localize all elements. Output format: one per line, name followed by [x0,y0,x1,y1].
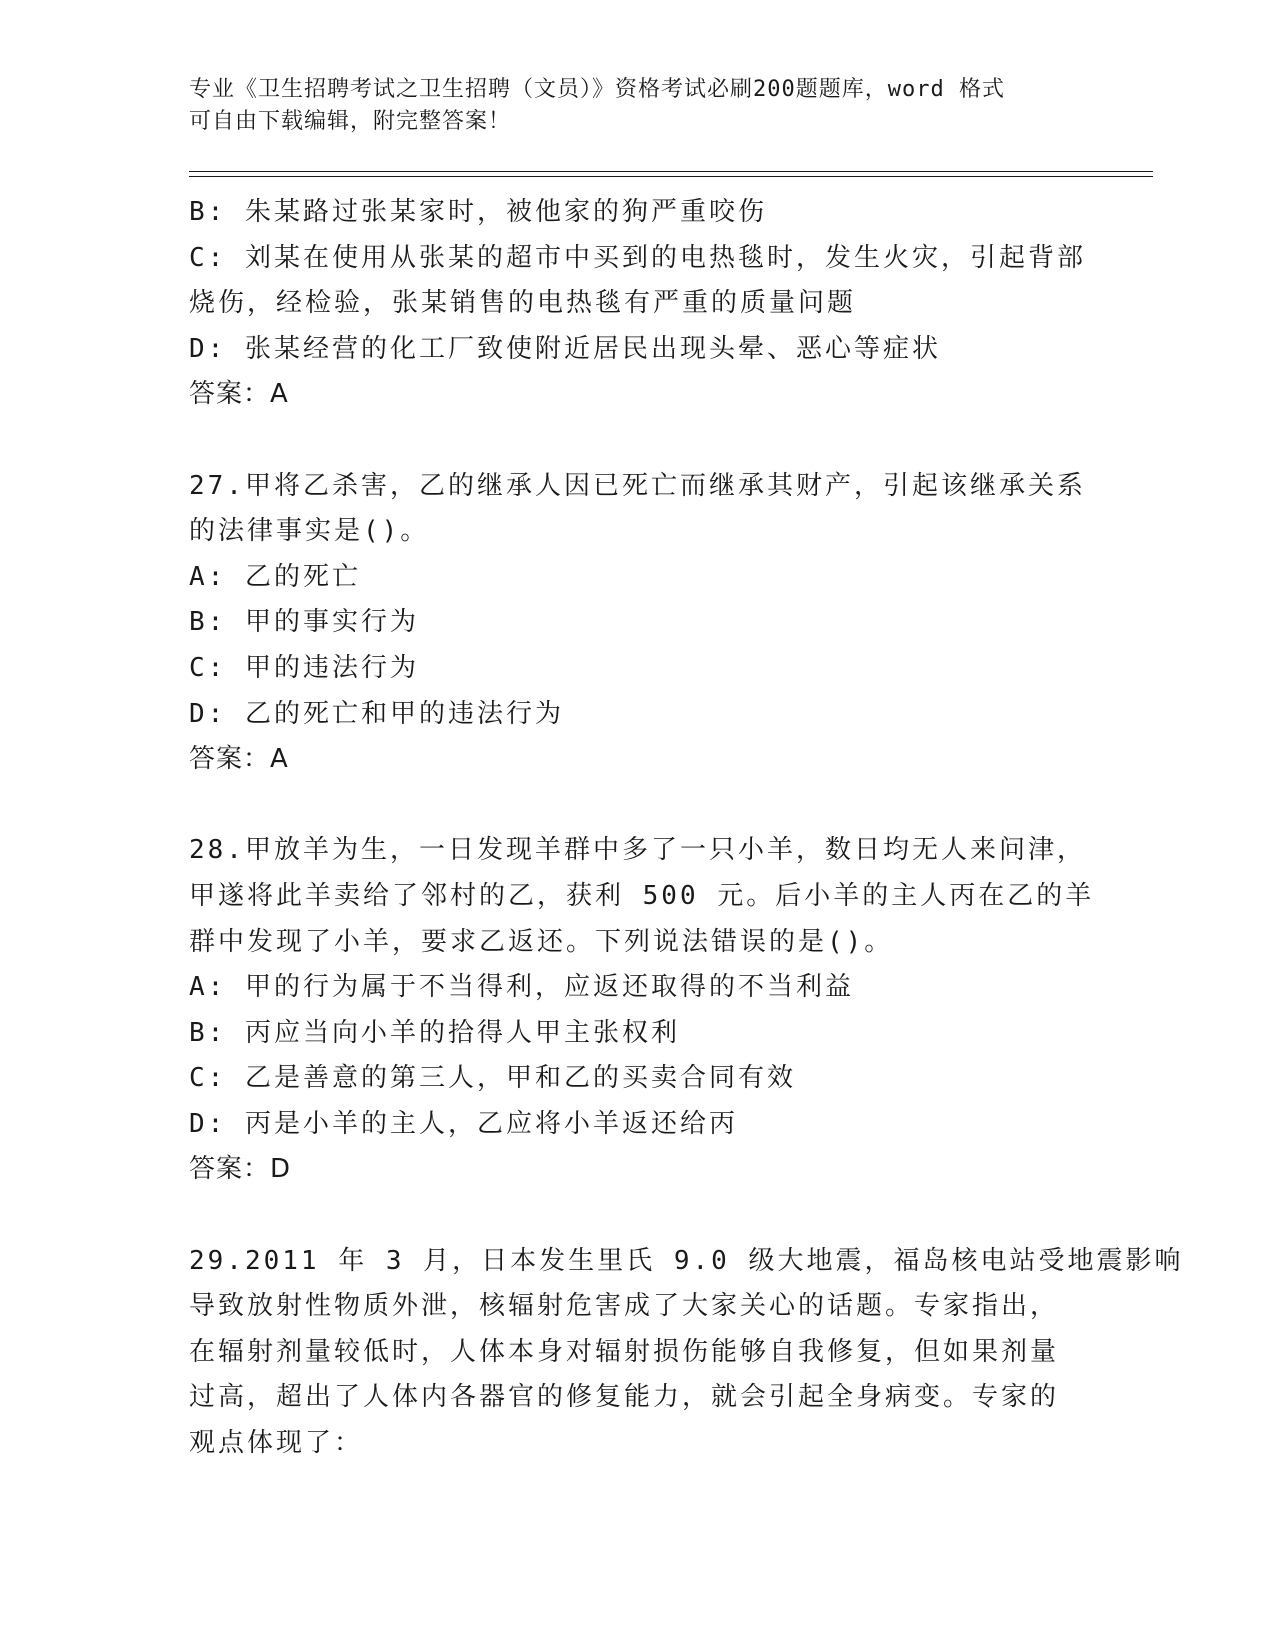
question-29-stem-line-1: 29.2011 年 3 月，日本发生里氏 9.0 级大地震，福岛核电站受地震影响 [189,1245,1184,1276]
question-27-option-c: C: 甲的违法行为 [189,652,419,683]
question-28-stem-line-2: 甲遂将此羊卖给了邻村的乙，获利 500 元。后小羊的主人丙在乙的羊 [189,880,1095,911]
spacer [189,418,1089,464]
question-28-block [189,828,1095,1193]
spacer [189,1193,1089,1239]
question-29-stem-line-5: 观点体现了： [189,1428,364,1459]
question-27-block [189,464,1089,783]
question-26-answer: 答案：A [189,379,289,410]
header-divider-top [189,171,1153,172]
question-28-option-c: C: 乙是善意的第三人，甲和乙的买卖合同有效 [189,1063,796,1094]
question-26-option-d: D: 张某经营的化工厂致使附近居民出现头晕、恶心等症状 [189,333,941,364]
question-28-answer: 答案：D [189,1154,292,1185]
question-27-stem-line-2: 的法律事实是()。 [189,516,430,547]
header-title-line-1: 专业《卫生招聘考试之卫生招聘（文员）》资格考试必刷200题题库，word 格式 [189,77,1005,102]
question-26-block [189,190,1089,418]
header-title-line-2: 可自由下载编辑，附完整答案！ [189,109,512,134]
document-header [189,74,1089,138]
question-29-stem-line-3: 在辐射剂量较低时，人体本身对辐射损伤能够自我修复，但如果剂量 [189,1336,1060,1367]
question-26-option-c-line-2: 烧伤，经检验，张某销售的电热毯有严重的质量问题 [189,288,857,319]
question-content [189,190,1184,1467]
question-29-stem-line-4: 过高，超出了人体内各器官的修复能力，就会引起全身病变。专家的 [189,1382,1060,1413]
question-26-option-b: B: 朱某路过张某家时，被他家的狗严重咬伤 [189,197,767,227]
question-27-option-b: B: 甲的事实行为 [189,607,419,638]
question-29-block [189,1239,1184,1467]
question-26-option-c-line-1: C: 刘某在使用从张某的超市中买到的电热毯时，发生火灾，引起背部 [189,242,1086,273]
question-28-option-a: A: 甲的行为属于不当得利，应返还取得的不当利益 [189,972,854,1003]
question-28-option-b: B: 丙应当向小羊的拾得人甲主张权利 [189,1017,680,1048]
question-27-stem-line-1: 27.甲将乙杀害，乙的继承人因已死亡而继承其财产，引起该继承关系 [189,470,1086,501]
question-28-stem-line-3: 群中发现了小羊，要求乙返还。下列说法错误的是()。 [189,926,894,957]
question-28-stem-line-1: 28.甲放羊为生，一日发现羊群中多了一只小羊，数日均无人来问津， [189,835,1086,866]
header-divider-bottom [189,176,1153,177]
question-28-option-d: D: 丙是小羊的主人，乙应将小羊返还给丙 [189,1108,738,1139]
question-27-answer: 答案：A [189,744,289,775]
spacer [189,783,1089,829]
question-27-option-d: D: 乙的死亡和甲的违法行为 [189,698,564,729]
question-27-option-a: A: 乙的死亡 [189,561,361,592]
question-29-stem-line-2: 导致放射性物质外泄，核辐射危害成了大家关心的话题。专家指出， [189,1291,1060,1322]
